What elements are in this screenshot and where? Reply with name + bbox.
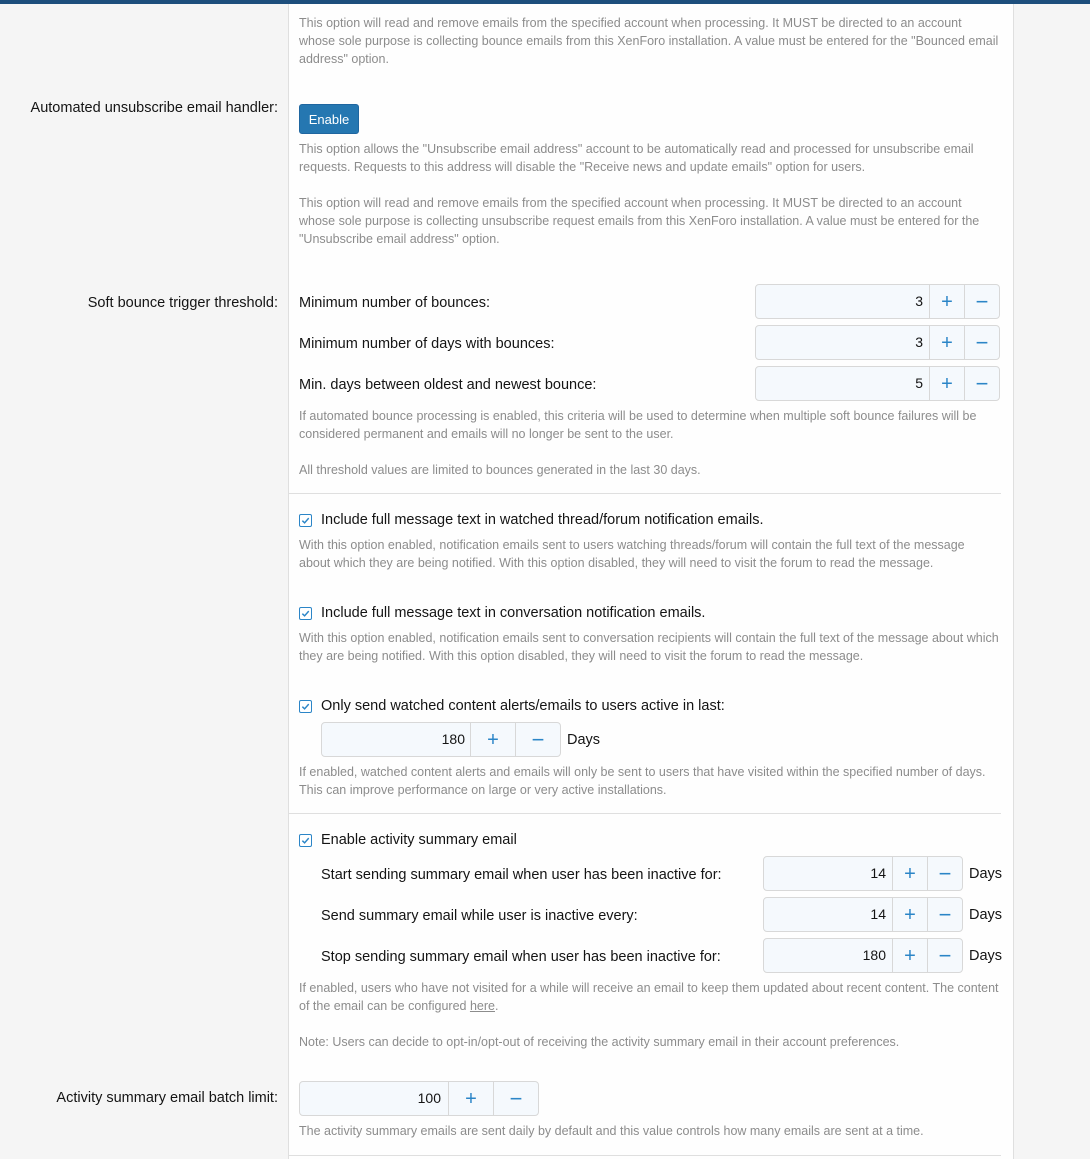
- full-text-watched-label: Include full message text in watched thread/forum notification emails.: [321, 512, 764, 528]
- summary-stop-stepper: [763, 938, 963, 973]
- plus-icon[interactable]: +: [892, 898, 927, 931]
- min-days-between-input[interactable]: 5: [915, 375, 923, 391]
- watched-active-checkbox[interactable]: [299, 698, 725, 714]
- bounce-handler-hint: This option will read and remove emails from the specified account when processing. It MUST be directed to an account whose sole purpose is collecting bounce emails from this XenForo installation. A value must be entered for the "Bounced email address" option.: [299, 16, 999, 66]
- min-bounces-stepper: [755, 284, 1000, 319]
- batch-limit-input[interactable]: 100: [417, 1090, 441, 1106]
- full-text-watched-hint: With this option enabled, notification emails sent to users watching threads/forum will contain the full text of the message about which they are being notified. With this option disabled, they will need to visit the forum to read the message.: [299, 538, 965, 570]
- plus-icon[interactable]: +: [892, 939, 927, 972]
- minus-icon[interactable]: −: [964, 285, 999, 318]
- full-text-watched-checkbox[interactable]: [299, 512, 763, 528]
- watched-active-hint: If enabled, watched content alerts and emails will only be sent to users that have visited within the specified number of days. This can improve performance on large or very active installations.: [299, 765, 986, 797]
- watched-active-label: Only send watched content alerts/emails to users active in last:: [321, 698, 725, 714]
- configure-here-link[interactable]: here: [469, 999, 495, 1013]
- summary-every-stepper: [763, 897, 963, 932]
- summary-stop-input[interactable]: 180: [862, 947, 886, 963]
- checkbox-checked-icon[interactable]: [299, 607, 312, 620]
- plus-icon[interactable]: +: [470, 723, 515, 756]
- plus-icon[interactable]: +: [929, 367, 964, 400]
- summary-start-label: Start sending summary email when user has been inactive for:: [321, 867, 722, 883]
- full-text-conversation-label: Include full message text in conversation notification emails.: [321, 605, 706, 621]
- minus-icon[interactable]: −: [927, 898, 962, 931]
- activity-summary-label: Enable activity summary email: [321, 832, 517, 848]
- soft-bounce-hint-1: If automated bounce processing is enabled, this criteria will be used to determine when multiple soft bounce failures will be considered permanent and emails will no longer be sent to the user.: [299, 409, 977, 441]
- watched-active-input[interactable]: 180: [441, 731, 465, 747]
- min-days-between-stepper: [755, 366, 1000, 401]
- min-days-bounces-stepper: [755, 325, 1000, 360]
- unsubscribe-handler-label: Automated unsubscribe email handler:: [30, 100, 278, 116]
- summary-every-input[interactable]: 14: [870, 906, 886, 922]
- activity-summary-hint-2: Note: Users can decide to opt-in/opt-out of receiving the activity summary email in their account preferences.: [299, 1035, 900, 1049]
- full-text-conversation-hint: With this option enabled, notification emails sent to conversation recipients will contain the full text of the message about which they are being notified. With this option disabled, they will need to visit the forum to read the message.: [299, 631, 999, 663]
- summary-start-input[interactable]: 14: [870, 865, 886, 881]
- soft-bounce-label: Soft bounce trigger threshold:: [87, 295, 278, 311]
- watched-active-unit: Days: [567, 732, 601, 748]
- enable-unsubscribe-button[interactable]: Enable: [299, 104, 359, 134]
- activity-summary-hint-end: .: [494, 999, 499, 1013]
- plus-icon[interactable]: +: [929, 326, 964, 359]
- summary-stop-unit: Days: [969, 948, 1003, 964]
- minus-icon[interactable]: −: [927, 857, 962, 890]
- checkbox-checked-icon[interactable]: [299, 700, 312, 713]
- plus-icon[interactable]: +: [448, 1082, 493, 1115]
- activity-summary-checkbox[interactable]: [299, 832, 517, 848]
- minus-icon[interactable]: −: [927, 939, 962, 972]
- batch-limit-hint: The activity summary emails are sent daily by default and this value controls how many emails are sent at a time.: [299, 1124, 924, 1138]
- activity-summary-hint-text: If enabled, users who have not visited for a while will receive an email to keep them updated about recent content. The content of the email can be configured: [299, 981, 999, 1013]
- min-days-bounces-input[interactable]: 3: [915, 334, 923, 350]
- minus-icon[interactable]: −: [964, 326, 999, 359]
- minus-icon[interactable]: −: [493, 1082, 538, 1115]
- batch-limit-label: Activity summary email batch limit:: [56, 1090, 278, 1106]
- minus-icon[interactable]: −: [515, 723, 560, 756]
- watched-active-stepper: [321, 722, 561, 757]
- checkbox-checked-icon[interactable]: [299, 514, 312, 527]
- min-days-between-label: Min. days between oldest and newest bounce:: [299, 377, 597, 393]
- plus-icon[interactable]: +: [892, 857, 927, 890]
- summary-every-label: Send summary email while user is inactive every:: [321, 908, 638, 924]
- plus-icon[interactable]: +: [929, 285, 964, 318]
- section-divider: [289, 1155, 1001, 1156]
- unsubscribe-hint-2: This option will read and remove emails from the specified account when processing. It MUST be directed to an account whose sole purpose is collecting unsubscribe request emails from this XenForo installation. A value must be entered for the "Unsubscribe email address" option.: [299, 196, 980, 246]
- section-divider: [289, 813, 1001, 814]
- min-bounces-label: Minimum number of bounces:: [299, 295, 490, 311]
- minus-icon[interactable]: −: [964, 367, 999, 400]
- section-divider: [289, 493, 1001, 494]
- min-bounces-input[interactable]: 3: [915, 293, 923, 309]
- activity-summary-hint-1: [299, 979, 999, 1015]
- summary-every-unit: Days: [969, 907, 1003, 923]
- unsubscribe-hint-1: This option allows the "Unsubscribe email address" account to be automatically read and processed for unsubscribe email requests. Requests to this address will disable the "Receive news and update emails" option for users.: [299, 142, 974, 174]
- min-days-bounces-label: Minimum number of days with bounces:: [299, 336, 555, 352]
- batch-limit-stepper: [299, 1081, 539, 1116]
- summary-start-unit: Days: [969, 866, 1003, 882]
- summary-start-stepper: [763, 856, 963, 891]
- full-text-conversation-checkbox[interactable]: [299, 605, 705, 621]
- checkbox-checked-icon[interactable]: [299, 834, 312, 847]
- soft-bounce-hint-2: All threshold values are limited to bounces generated in the last 30 days.: [299, 463, 701, 477]
- summary-stop-label: Stop sending summary email when user has been inactive for:: [321, 949, 721, 965]
